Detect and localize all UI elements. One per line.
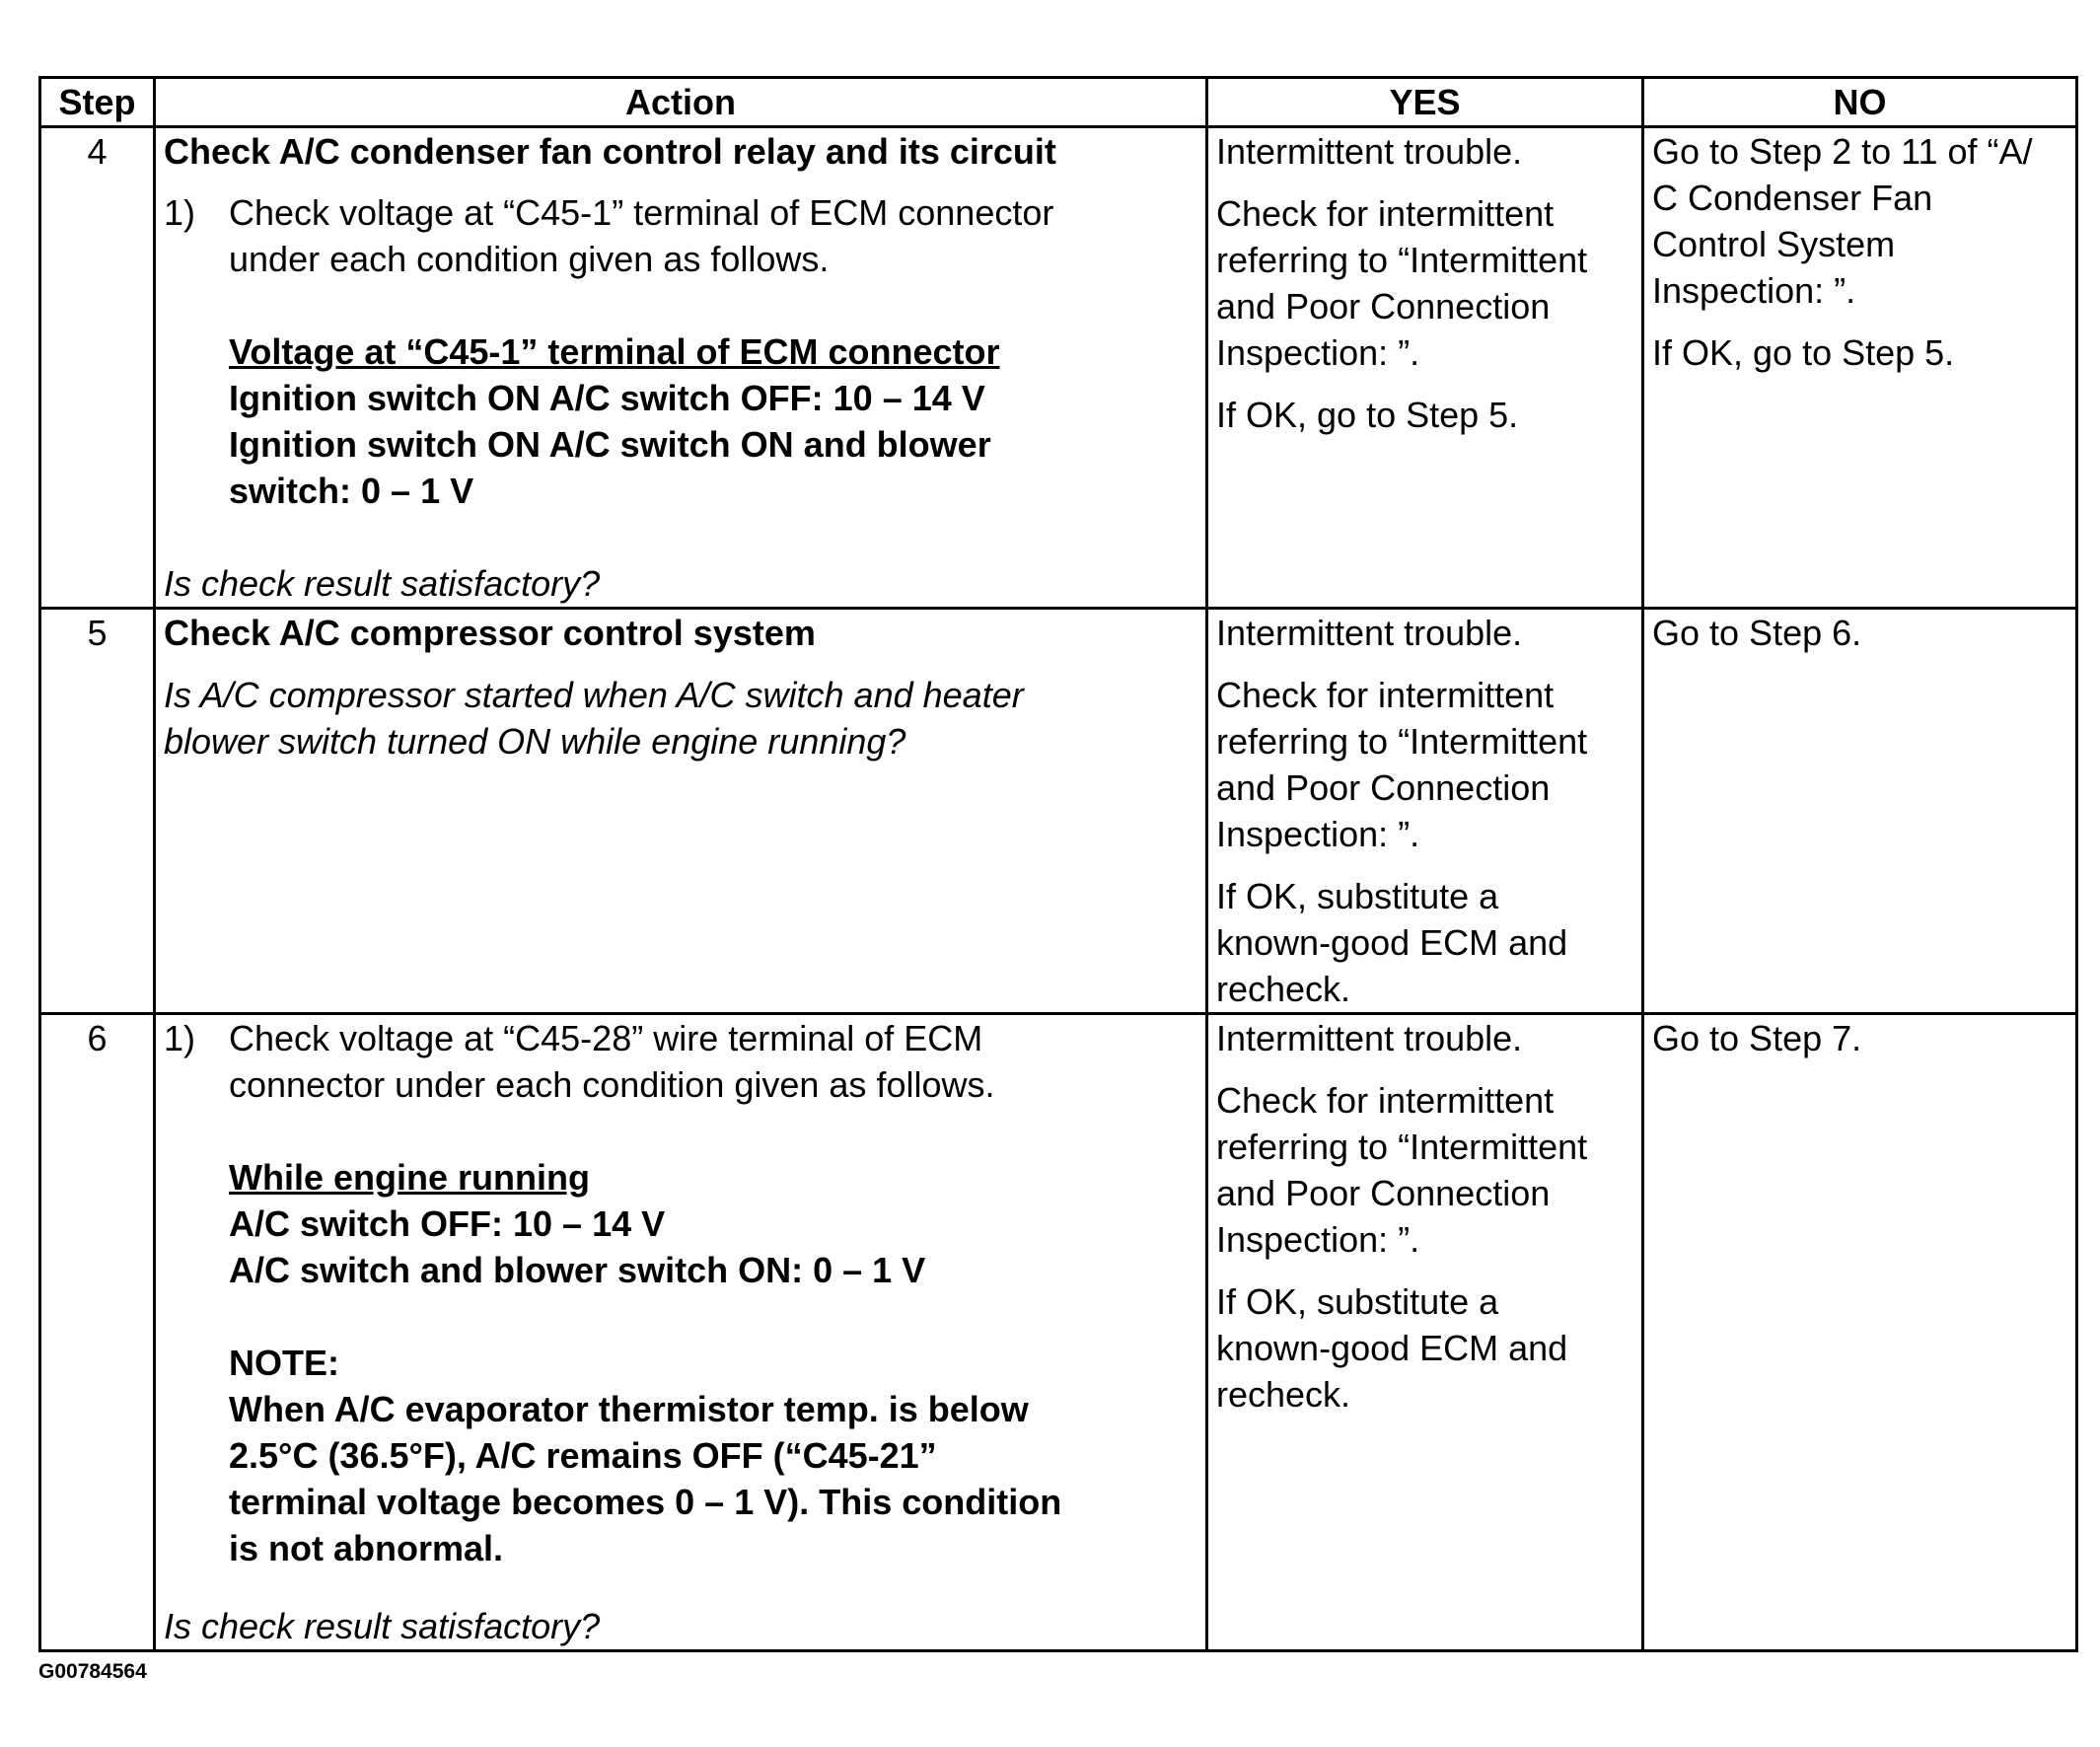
spec-line: Ignition switch ON A/C switch OFF: 10 – 14 V xyxy=(229,378,985,418)
yes-text: If OK, substitute a known-good ECM and recheck. xyxy=(1216,1281,1568,1415)
note-block xyxy=(164,1340,1197,1571)
step-number: 6 xyxy=(40,1014,155,1651)
action-item xyxy=(164,189,1197,282)
spec-block xyxy=(164,328,1197,514)
table-row-step-6 xyxy=(40,1014,2077,1651)
table-header-row xyxy=(40,78,2077,127)
action-question: Is check result satisfactory? xyxy=(164,563,601,604)
yes-text: Check for intermittent referring to “Intermittent and Poor Connection Inspection: ”. xyxy=(1216,1080,1588,1260)
no-text: Go to Step 2 to 11 of “A/ C Condenser Fan Control System Inspection: ”. xyxy=(1652,131,2033,311)
action-question: Is A/C compressor started when A/C switch and heater blower switch turned ON while engine running? xyxy=(164,675,1024,762)
yes-text: Intermittent trouble. xyxy=(1216,131,1523,172)
spec-line: A/C switch OFF: 10 – 14 V xyxy=(229,1203,666,1244)
spec-line: Ignition switch ON A/C switch ON and blower xyxy=(229,424,991,465)
no-text: If OK, go to Step 5. xyxy=(1652,332,1955,373)
action-title: Check A/C compressor control system xyxy=(164,613,816,653)
note-line: 2.5°C (36.5°F), A/C remains OFF (“C45-21” xyxy=(229,1435,937,1476)
yes-cell xyxy=(1207,609,1643,1014)
header-no: NO xyxy=(1643,78,2077,127)
item-text: Check voltage at “C45-28” wire terminal of ECM connector under each condition given as follows. xyxy=(229,1018,995,1105)
action-item xyxy=(164,1015,1197,1108)
spec-block xyxy=(164,1154,1197,1293)
diagnostic-table xyxy=(38,76,2078,1652)
spec-line: A/C switch and blower switch ON: 0 – 1 V xyxy=(229,1250,926,1290)
yes-text: If OK, substitute a known-good ECM and recheck. xyxy=(1216,876,1568,1009)
note-line: is not abnormal. xyxy=(229,1528,504,1568)
header-action: Action xyxy=(155,78,1207,127)
header-yes: YES xyxy=(1207,78,1643,127)
note-line: terminal voltage becomes 0 – 1 V). This condition xyxy=(229,1482,1062,1522)
action-title: Check A/C condenser fan control relay and its circuit xyxy=(164,131,1056,172)
step-number: 4 xyxy=(40,127,155,609)
yes-cell xyxy=(1207,1014,1643,1651)
yes-text: Intermittent trouble. xyxy=(1216,1018,1523,1058)
item-number: 1) xyxy=(164,1018,196,1058)
action-cell xyxy=(155,127,1207,609)
no-text: Go to Step 6. xyxy=(1652,613,1862,653)
yes-text: Check for intermittent referring to “Intermittent and Poor Connection Inspection: ”. xyxy=(1216,193,1588,373)
item-text: Check voltage at “C45-1” terminal of ECM connector under each condition given as follows. xyxy=(229,192,1054,279)
spec-line: switch: 0 – 1 V xyxy=(229,471,474,511)
no-cell xyxy=(1643,609,2077,1014)
yes-text: If OK, go to Step 5. xyxy=(1216,395,1519,435)
spec-heading: While engine running xyxy=(229,1157,590,1198)
header-step: Step xyxy=(40,78,155,127)
action-cell xyxy=(155,609,1207,1014)
table-row-step-4 xyxy=(40,127,2077,609)
action-cell xyxy=(155,1014,1207,1651)
item-number: 1) xyxy=(164,192,196,233)
no-cell xyxy=(1643,1014,2077,1651)
yes-cell xyxy=(1207,127,1643,609)
yes-text: Check for intermittent referring to “Intermittent and Poor Connection Inspection: ”. xyxy=(1216,675,1588,854)
step-number: 5 xyxy=(40,609,155,1014)
figure-id: G00784564 xyxy=(38,1660,147,1683)
table-row-step-5 xyxy=(40,609,2077,1014)
no-text: Go to Step 7. xyxy=(1652,1018,1862,1058)
note-line: When A/C evaporator thermistor temp. is below xyxy=(229,1389,1029,1429)
yes-text: Intermittent trouble. xyxy=(1216,613,1523,653)
spec-heading: Voltage at “C45-1” terminal of ECM connector xyxy=(229,331,1000,372)
no-cell xyxy=(1643,127,2077,609)
note-heading: NOTE: xyxy=(229,1343,339,1383)
action-question: Is check result satisfactory? xyxy=(164,1606,601,1646)
